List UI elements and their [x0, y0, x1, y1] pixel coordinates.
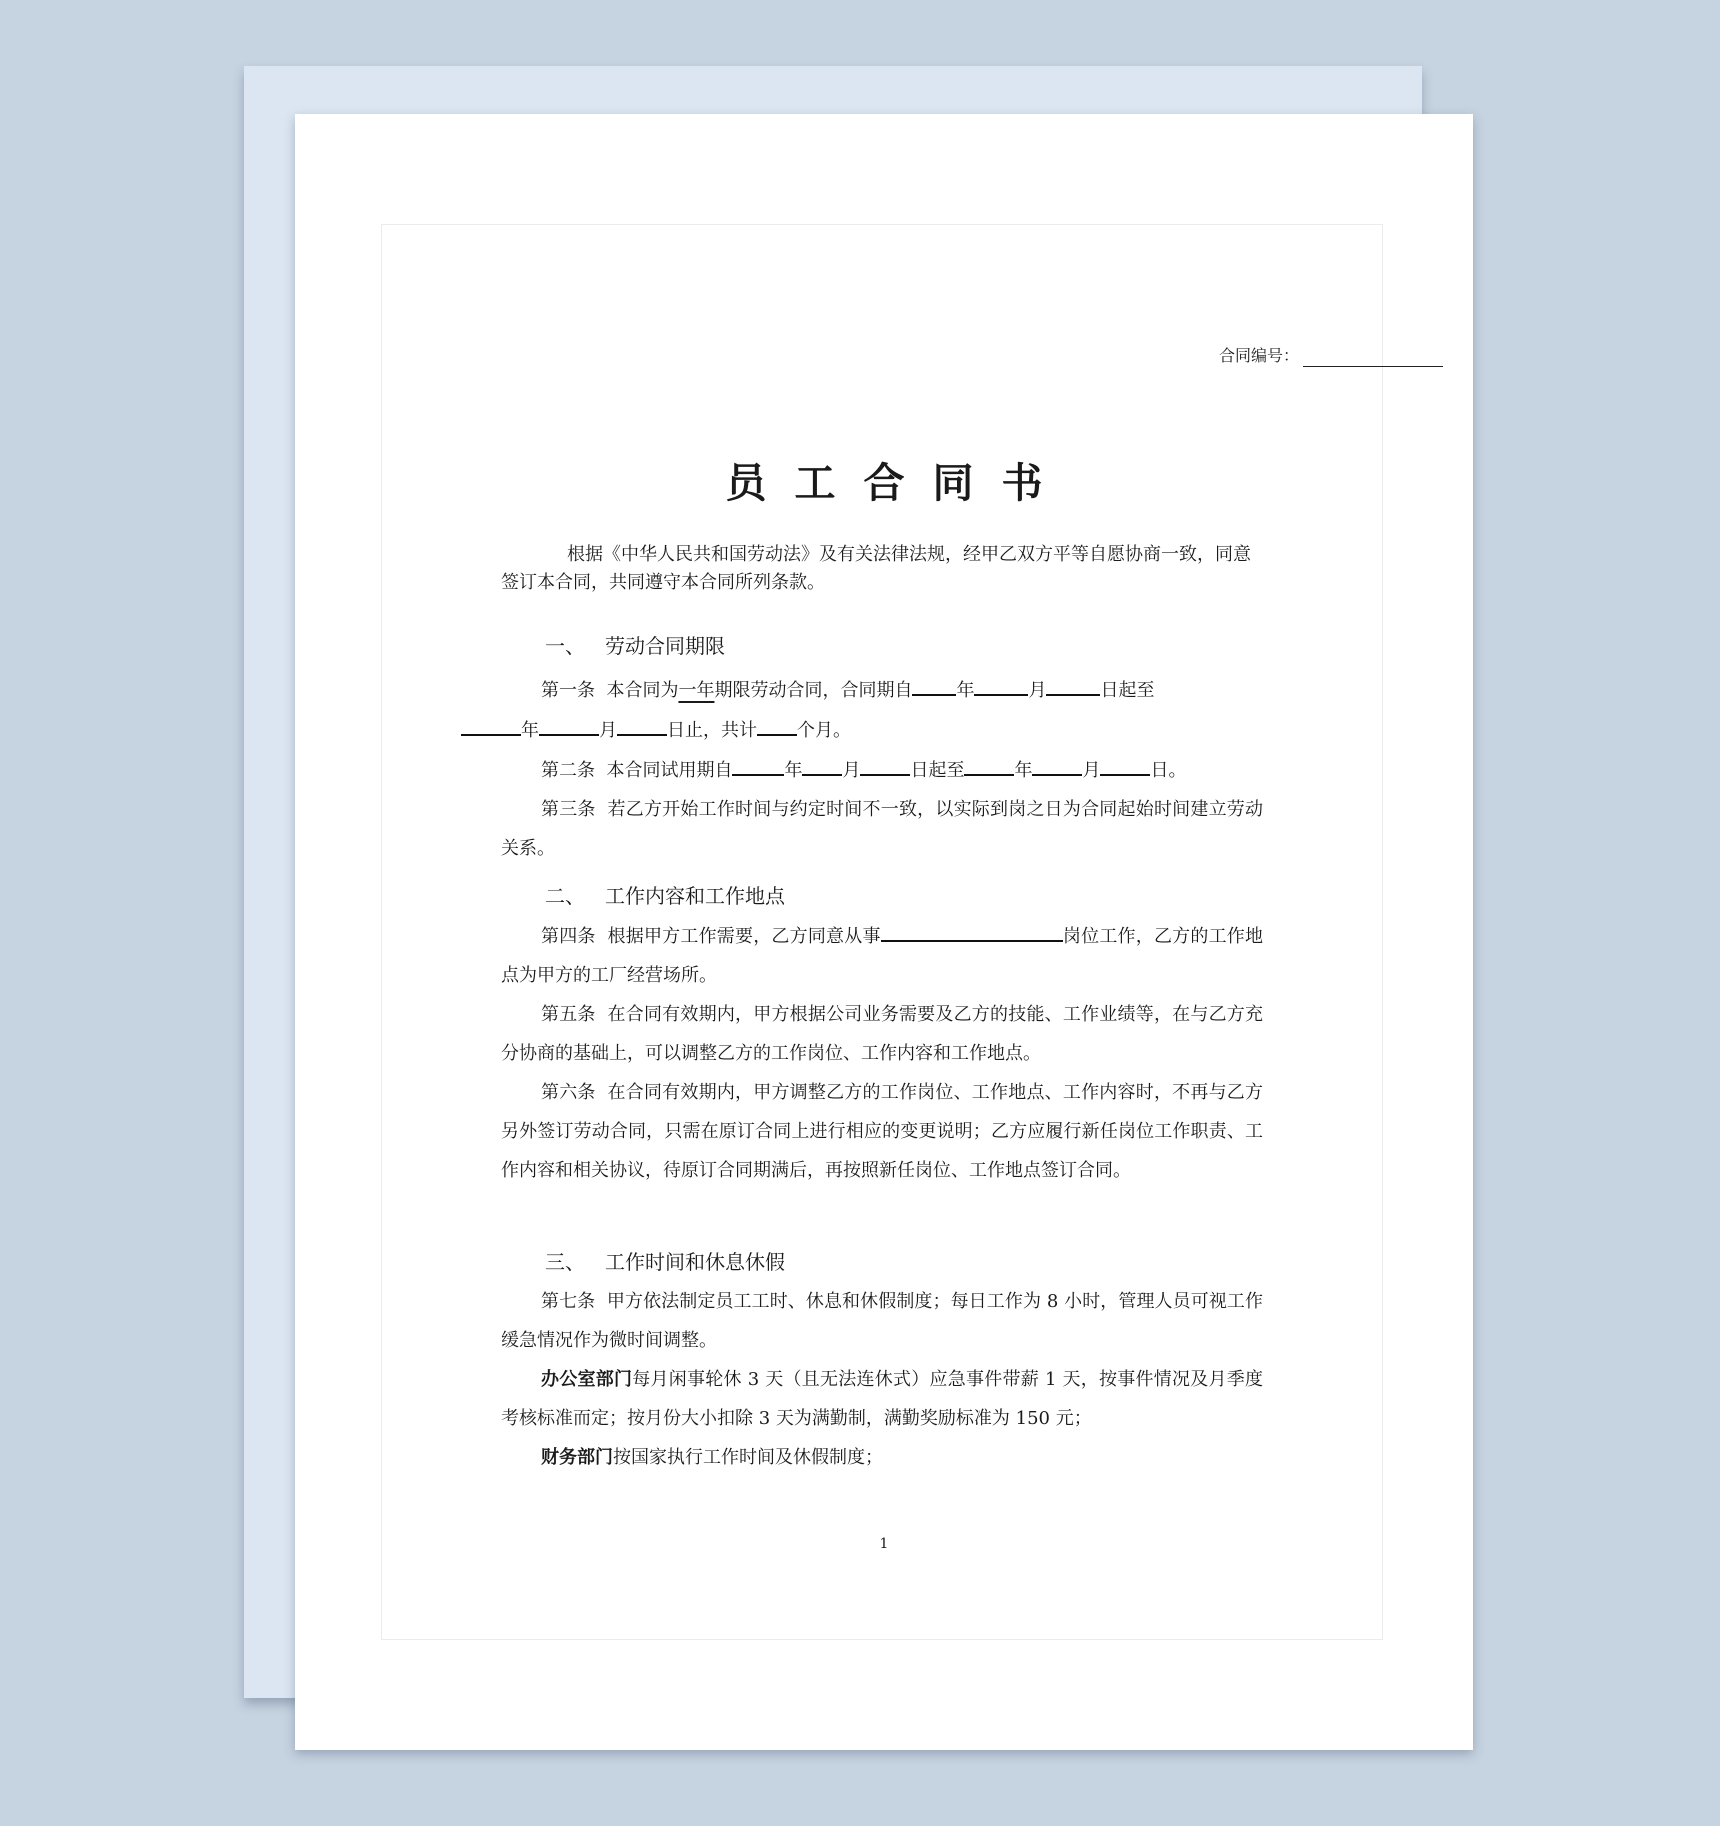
article-label: 第三条: [541, 799, 596, 820]
year-label: 年: [1014, 760, 1033, 781]
day-label: 日起至: [1100, 680, 1155, 701]
finance-department-rule: [501, 1438, 1263, 1477]
contract-number-field: [1219, 346, 1443, 367]
year-label: 年: [521, 720, 539, 741]
probation-end-month-blank[interactable]: [1032, 750, 1082, 776]
section-heading: [501, 1242, 1263, 1282]
total-months-blank[interactable]: [757, 710, 797, 736]
article-text: 在合同有效期内，甲方根据公司业务需要及乙方的技能、工作业绩等，在与乙方充分协商的基础上，可以调整乙方的工作岗位、工作内容和工作地点。: [501, 1004, 1264, 1064]
probation-end-day-blank[interactable]: [1100, 750, 1150, 776]
article-text: 若乙方开始工作时间与约定时间不一致，以实际到岗之日为合同起始时间建立劳动关系。: [501, 799, 1264, 859]
probation-start-year-blank[interactable]: [732, 750, 784, 776]
end-month-blank[interactable]: [539, 710, 599, 736]
section-number: 一、: [545, 634, 585, 658]
month-label: 月: [842, 760, 861, 781]
section-heading: [501, 876, 1263, 916]
article-text: 甲方依法制定员工工时、休息和休假制度；每日工作为 8 小时，管理人员可视工作缓急情况作为微时间调整。: [501, 1291, 1263, 1351]
article-7: [501, 1282, 1263, 1360]
day-label: 日起至: [910, 760, 965, 781]
contract-number-label: 合同编号：: [1218, 346, 1299, 365]
end-year-blank[interactable]: [461, 710, 521, 736]
office-department-rule: [501, 1360, 1263, 1438]
probation-start-month-blank[interactable]: [802, 750, 842, 776]
article-label: 第一条: [541, 680, 595, 701]
section-heading: [501, 626, 1263, 666]
document-title: 员工合同书: [725, 459, 1071, 507]
document-page: [295, 114, 1473, 1750]
day-label: 日止，共计: [667, 720, 757, 741]
article-text: 每月闲事轮休 3 天（且无法连休式）应急事件带薪 1 天，按事件情况及月季度考核标准而定；按月份大小扣除 3 天为满勤制，满勤奖励标准为 150 元；: [501, 1369, 1263, 1429]
article-label: 第七条: [541, 1291, 596, 1312]
probation-start-day-blank[interactable]: [860, 750, 910, 776]
article-label: 第二条: [541, 760, 595, 781]
position-blank[interactable]: [881, 916, 1063, 942]
department-label: 财务部门: [541, 1447, 613, 1468]
end-day-blank[interactable]: [617, 710, 667, 736]
section-number: 三、: [545, 1250, 585, 1274]
article-text: 期限劳动合同，合同期自: [714, 680, 913, 701]
start-day-blank[interactable]: [1046, 670, 1100, 696]
month-label: 月: [1082, 760, 1101, 781]
article-text: 本合同试用期自: [606, 760, 733, 781]
section-title: 工作内容和工作地点: [605, 884, 785, 908]
start-month-blank[interactable]: [974, 670, 1028, 696]
article-5: [501, 995, 1263, 1073]
department-label: 办公室部门: [541, 1369, 633, 1390]
article-6: [501, 1073, 1263, 1190]
article-text: 岗位工作，乙方的工作地点为甲方的工厂经营场所。: [501, 926, 1264, 986]
page-number: 1: [879, 1536, 889, 1552]
article-text: 在合同有效期内，甲方调整乙方的工作岗位、工作地点、工作内容时，不再与乙方另外签订劳动合同，只需在原订合同上进行相应的变更说明；乙方应履行新任岗位工作职责、工作内容和相关协议，待原订合同期满后，再按照新任岗位、工作地点签订合同。: [501, 1082, 1264, 1181]
contract-term-value: 一年: [678, 680, 715, 701]
year-label: 年: [956, 680, 975, 701]
article-text: 本合同为: [606, 680, 679, 701]
article-3: [501, 790, 1263, 868]
section-number: 二、: [545, 884, 585, 908]
year-label: 年: [784, 760, 803, 781]
month-label: 月: [1028, 680, 1047, 701]
section-title: 工作时间和休息休假: [605, 1250, 785, 1274]
article-2: [501, 750, 1263, 790]
months-label: 个月。: [797, 720, 851, 741]
section-title: 劳动合同期限: [605, 634, 725, 658]
article-label: 第六条: [541, 1082, 596, 1103]
article-1: [501, 670, 1263, 750]
article-4: [501, 916, 1263, 995]
article-label: 第四条: [541, 926, 596, 947]
section-work-content: [501, 876, 1263, 1190]
contract-number-blank[interactable]: [1303, 346, 1443, 367]
intro-paragraph: 根据《中华人民共和国劳动法》及有关法律法规，经甲乙双方平等自愿协商一致，同意签订本合同，共同遵守本合同所列条款。: [501, 544, 1251, 593]
article-text: 根据甲方工作需要，乙方同意从事: [607, 926, 881, 947]
article-label: 第五条: [541, 1004, 596, 1025]
month-label: 月: [599, 720, 617, 741]
section-contract-term: [501, 626, 1263, 868]
day-label: 日。: [1150, 760, 1187, 781]
section-working-hours: [501, 1242, 1263, 1477]
probation-end-year-blank[interactable]: [964, 750, 1014, 776]
article-text: 按国家执行工作时间及休假制度；: [613, 1447, 883, 1468]
start-year-blank[interactable]: [912, 670, 956, 696]
